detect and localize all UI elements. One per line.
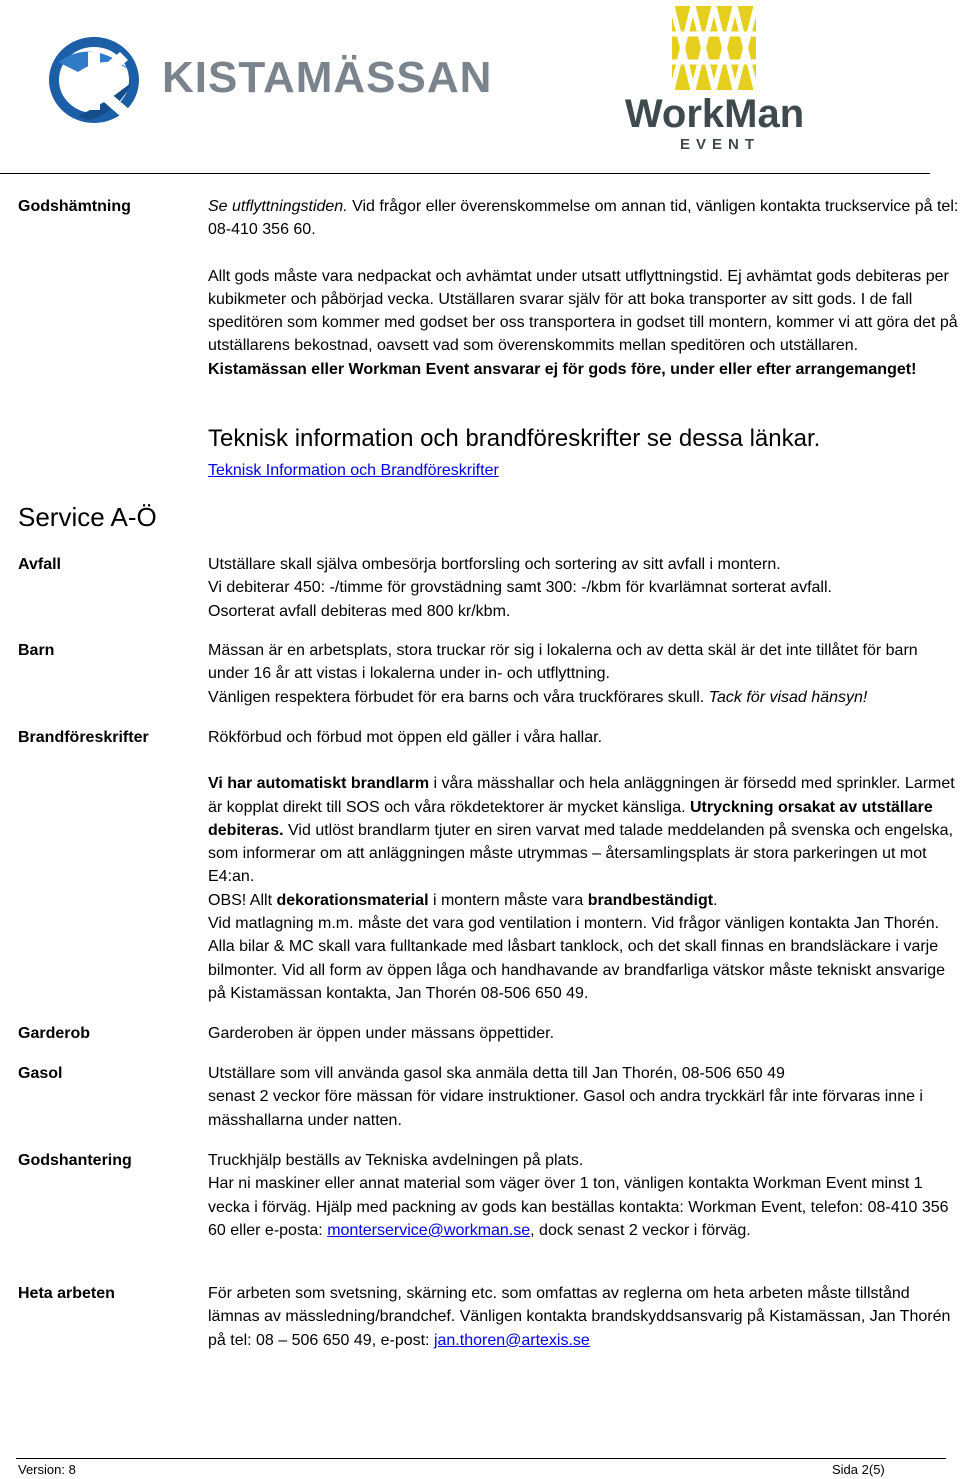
- godshamtning-italic: Se utflyttningstiden.: [208, 198, 348, 215]
- label-heta-arbeten: Heta arbeten: [18, 1285, 115, 1302]
- brand-obs-b: dekorationsmaterial: [276, 891, 429, 909]
- brand-obs-d: brandbeständigt: [587, 891, 714, 909]
- gasol-text: [208, 1062, 960, 1132]
- heta-email-link[interactable]: jan.thoren@artexis.se: [433, 1331, 590, 1349]
- brand-alarm-text: i våra mässhallar och hela anläggningen är försedd med sprinkler. Larmet är kopplat direkt till SOS och våra rökdetektorer är mycket känsliga.: [208, 775, 955, 816]
- avfall-line1: Utställare skall själva ombesörja bortforsling och sortering av sitt avfall i montern.: [208, 556, 781, 573]
- gasol-line1: Utställare som vill använda gasol ska anmäla detta till Jan Thorén, 08-506 650 49: [208, 1065, 785, 1082]
- brand-text: [208, 726, 960, 1005]
- godshantering-email-link[interactable]: monterservice@workman.se: [327, 1221, 531, 1239]
- godshantering-line2: Har ni maskiner eller annat material som väger över 1 ton, vänligen kontakta Workman Event minst 1 vecka i förväg. Hjälp med packning av gods kan beställas kontakta: Workman Event, telefon: 08-410 356 60 eller e-posta:: [208, 1175, 949, 1239]
- brand-alarm-text2: Vid utlöst brandlarm tjuter en siren varvat med talade meddelanden på svenska och engelska, som informerar om att anläggningen måste utrymmas – återsamlingsplats är stora parkeringen ut mot E4:an.: [208, 821, 954, 886]
- workman-emblem-icon: [610, 4, 820, 96]
- barn-line1: Mässan är en arbetsplats, stora truckar rör sig i lokalerna och av detta skäl är det inte tillåtet för barn under 16 år att vistas i lokalerna under in- och utflyttning.: [208, 642, 918, 683]
- brand-alarm-charge: Utryckning orsakat av utställare debiteras.: [208, 798, 933, 839]
- label-avfall: Avfall: [18, 556, 61, 573]
- label-godshantering: Godshantering: [18, 1152, 132, 1169]
- avfall-line3: Osorterat avfall debiteras med 800 kr/kbm.: [208, 602, 511, 620]
- brand-obs-a: OBS! Allt: [208, 891, 277, 909]
- kistamassan-logo: [48, 32, 493, 124]
- brand-obs-c: i montern måste vara: [428, 891, 588, 909]
- godshamtning-contact: Vid frågor eller överenskommelse om annan tid, vänligen kontakta truckservice på tel: 08-410 356 60.: [208, 198, 959, 239]
- label-brandforeskrifter: Brandföreskrifter: [18, 729, 149, 746]
- workman-event-logo: [610, 4, 820, 156]
- godshamtning-p2a: Allt gods måste vara nedpackat och avhämtat under utsatt utflyttningstid. Ej avhämtat gods debiteras per kubikmeter och påbörjad vecka.: [208, 267, 949, 308]
- godshamtning-p2b: Utställaren svarar själv för att boka transporter av sitt gods. I de fall speditören som kommer med godset ber oss transportera in godset till montern, kommer vi att göra det på utställarens bekostnad, oavsett vad som överenskommits mellan speditören och utställaren.: [208, 290, 958, 355]
- label-barn: Barn: [18, 642, 55, 659]
- service-heading: Service A-Ö: [18, 502, 157, 532]
- label-garderob: Garderob: [18, 1025, 91, 1042]
- barn-line2: Vänligen respektera förbudet för era barns och våra truckförares skull.: [208, 688, 709, 706]
- brand-line1: Rökförbud och förbud mot öppen eld gäller i våra hallar.: [208, 729, 603, 746]
- barn-thanks: Tack för visad hänsyn!: [708, 688, 868, 706]
- kistamassan-logo-text: KISTAMÄSSAN: [162, 53, 493, 102]
- workman-logo-subtext: EVENT: [679, 136, 760, 153]
- godshantering-line2-end: , dock senast 2 veckor i förväg.: [530, 1221, 751, 1239]
- workman-logo-text: WorkMan: [624, 92, 805, 136]
- brand-alarm-bold: Vi har automatiskt brandlarm: [208, 775, 430, 793]
- godshantering-text: [208, 1149, 960, 1242]
- barn-text: [208, 639, 960, 709]
- garderob-text: Garderoben är öppen under mässans öppettider.: [208, 1025, 555, 1042]
- label-gasol: Gasol: [18, 1065, 63, 1082]
- gasol-line2: senast 2 veckor före mässan för vidare instruktioner. Gasol och andra tryckkärl får inte förvaras inne i mässhallarna under natten.: [208, 1088, 923, 1129]
- brand-matlagning: Vid matlagning m.m. måste det vara god ventilation i montern. Vid frågor vänligen kontakta Jan Thorén. Alla bilar & MC skall vara fulltankade med låsbart tanklock, och det skall finnas en brandsläckare i varje bilmonter. Vid all form av öppen låga och handhavande av brandfarliga vätskor måste tekniskt ansvarige på Kistamässan kontakta, Jan Thorén 08-506 650 49.: [208, 915, 946, 1002]
- avfall-text: [208, 553, 960, 623]
- teknisk-link-wrap: [208, 459, 960, 482]
- header-divider: [0, 173, 930, 174]
- footer-version: Version: 8: [18, 1462, 76, 1477]
- godshamtning-text: [208, 195, 960, 381]
- heta-line1: För arbeten som svetsning, skärning etc. som omfattas av reglerna om heta arbeten måste tillstånd lämnas av mässledning/brandchef. Vänligen kontakta brandskyddsansvarig på Kistamässan, Jan Thorén på tel: 08 – 506 650 49, e-post:: [208, 1285, 951, 1349]
- godshamtning-disclaimer: Kistamässan eller Workman Event ansvarar ej för gods före, under eller efter arrangemanget!: [208, 360, 917, 378]
- avfall-line2: Vi debiterar 450: -/timme för grovstädning samt 300: -/kbm för kvarlämnat sorterat avfall.: [208, 579, 832, 597]
- footer-divider: [16, 1458, 946, 1459]
- footer-page-number: Sida 2(5): [832, 1462, 885, 1477]
- teknisk-heading: Teknisk information och brandföreskrifter se dessa länkar.: [208, 425, 821, 452]
- heta-text: [208, 1282, 960, 1352]
- kistamassan-emblem-icon: [48, 32, 158, 124]
- label-godshamtning: Godshämtning: [18, 198, 131, 215]
- godshantering-line1: Truckhjälp beställs av Tekniska avdelningen på plats.: [208, 1152, 584, 1169]
- teknisk-link[interactable]: Teknisk Information och Brandföreskrifter: [208, 462, 499, 479]
- brand-obs-e: .: [713, 891, 718, 909]
